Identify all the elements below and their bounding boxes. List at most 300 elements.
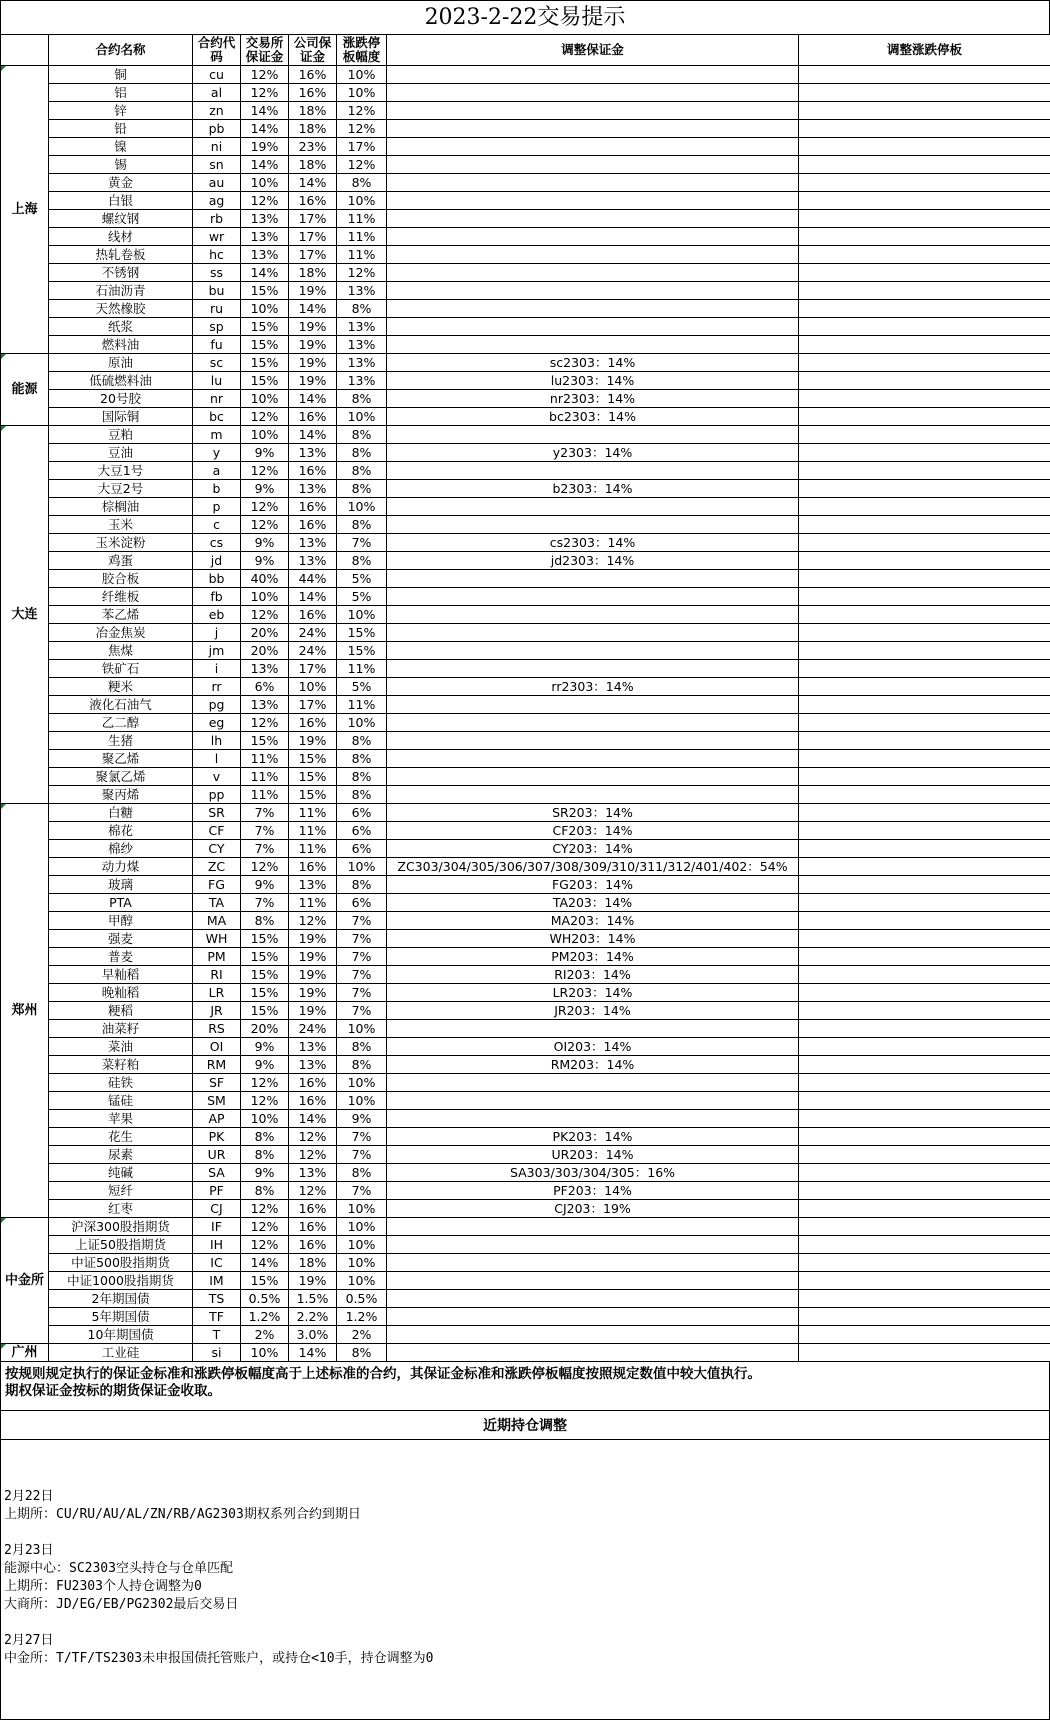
adjusted-margin-cell: OI203：14% [387,1038,799,1056]
adjusted-limit-cell [799,858,1050,876]
limit-cell: 2% [337,1326,387,1344]
company-margin-cell: 11% [289,822,337,840]
header-adjusted-margin: 调整保证金 [387,35,799,66]
adjusted-margin-cell: LR203：14% [387,984,799,1002]
adjusted-margin-cell [387,156,799,174]
adjusted-limit-cell [799,1164,1050,1182]
exchange-margin-cell: 9% [241,534,289,552]
adjusted-margin-cell [387,120,799,138]
contract-name-cell: 上证50股指期货 [49,1236,193,1254]
limit-cell: 10% [337,1020,387,1038]
table-row [1,1326,1050,1344]
limit-cell: 11% [337,228,387,246]
adjusted-limit-cell [799,1218,1050,1236]
company-margin-cell: 16% [289,516,337,534]
limit-cell: 11% [337,660,387,678]
contract-code-cell: lu [193,372,241,390]
contract-name-cell: 中证500股指期货 [49,1254,193,1272]
company-margin-cell: 13% [289,480,337,498]
header-adjusted-limit: 调整涨跌停板 [799,35,1050,66]
company-margin-cell: 19% [289,930,337,948]
table-row [1,732,1050,750]
table-row [1,1038,1050,1056]
limit-cell: 8% [337,1056,387,1074]
company-margin-cell: 14% [289,174,337,192]
contract-name-cell: 液化石油气 [49,696,193,714]
company-margin-cell: 19% [289,732,337,750]
adjusted-limit-cell [799,606,1050,624]
adjusted-margin-cell [387,624,799,642]
table-row [1,750,1050,768]
header-limit: 涨跌停板幅度 [337,35,387,66]
company-margin-cell: 18% [289,156,337,174]
limit-cell: 8% [337,732,387,750]
adjusted-limit-cell [799,210,1050,228]
contract-name-cell: 焦煤 [49,642,193,660]
adjusted-margin-cell [387,228,799,246]
company-margin-cell: 16% [289,192,337,210]
exchange-margin-cell: 12% [241,516,289,534]
adjusted-limit-cell [799,408,1050,426]
adjusted-margin-cell [387,174,799,192]
table-row [1,408,1050,426]
limit-cell: 11% [337,246,387,264]
contract-code-cell: bu [193,282,241,300]
adjusted-margin-cell: cs2303：14% [387,534,799,552]
table-row [1,696,1050,714]
contract-code-cell: p [193,498,241,516]
limit-cell: 12% [337,120,387,138]
company-margin-cell: 16% [289,84,337,102]
exchange-margin-cell: 13% [241,660,289,678]
limit-cell: 13% [337,282,387,300]
company-margin-cell: 13% [289,552,337,570]
contract-name-cell: 纤维板 [49,588,193,606]
company-margin-cell: 16% [289,1236,337,1254]
exchange-margin-cell: 9% [241,480,289,498]
limit-cell: 8% [337,426,387,444]
adjusted-limit-cell [799,1038,1050,1056]
margin-table [0,34,1050,1362]
adjusted-margin-cell [387,84,799,102]
table-row [1,462,1050,480]
exchange-margin-cell: 15% [241,1272,289,1290]
table-row [1,660,1050,678]
table-row [1,156,1050,174]
company-margin-cell: 19% [289,336,337,354]
table-row [1,138,1050,156]
exchange-margin-cell: 15% [241,354,289,372]
adjusted-margin-cell [387,300,799,318]
adjusted-margin-cell [387,318,799,336]
adjusted-margin-cell: PM203：14% [387,948,799,966]
table-row [1,498,1050,516]
exchange-margin-cell: 11% [241,768,289,786]
limit-cell: 7% [337,984,387,1002]
contract-code-cell: CF [193,822,241,840]
contract-code-cell: a [193,462,241,480]
adjusted-margin-cell: jd2303：14% [387,552,799,570]
position-date-group [4,1632,1045,1668]
exchange-margin-cell: 14% [241,120,289,138]
exchange-margin-cell: 8% [241,912,289,930]
adjusted-margin-cell [387,588,799,606]
exchange-margin-cell: 15% [241,732,289,750]
adjusted-limit-cell [799,786,1050,804]
company-margin-cell: 17% [289,660,337,678]
adjusted-margin-cell [387,66,799,84]
position-date: 2月22日 [4,1488,1045,1506]
adjusted-limit-cell [799,552,1050,570]
limit-cell: 8% [337,516,387,534]
adjusted-margin-cell [387,606,799,624]
adjusted-limit-cell [799,426,1050,444]
adjusted-limit-cell [799,1020,1050,1038]
exchange-margin-cell: 7% [241,822,289,840]
table-row [1,336,1050,354]
table-row [1,642,1050,660]
table-row [1,480,1050,498]
adjusted-margin-cell [387,102,799,120]
adjusted-margin-cell: WH203：14% [387,930,799,948]
contract-name-cell: 油菜籽 [49,1020,193,1038]
exchange-margin-cell: 7% [241,804,289,822]
table-row [1,804,1050,822]
contract-name-cell: 乙二醇 [49,714,193,732]
company-margin-cell: 16% [289,1092,337,1110]
adjusted-limit-cell [799,462,1050,480]
position-date: 2月23日 [4,1542,1045,1560]
contract-name-cell: 锌 [49,102,193,120]
company-margin-cell: 12% [289,1182,337,1200]
adjusted-limit-cell [799,354,1050,372]
limit-cell: 10% [337,606,387,624]
company-margin-cell: 13% [289,534,337,552]
table-row [1,1272,1050,1290]
contract-name-cell: 强麦 [49,930,193,948]
note-line: 期权保证金按标的期货保证金收取。 [5,1383,1045,1400]
adjusted-limit-cell [799,768,1050,786]
adjusted-margin-cell [387,1290,799,1308]
contract-name-cell: 国际铜 [49,408,193,426]
position-adjustments-body [0,1440,1050,1720]
limit-cell: 8% [337,1344,387,1362]
adjusted-margin-cell: ZC303/304/305/306/307/308/309/310/311/312/401/402：54% [387,858,799,876]
exchange-margin-cell: 12% [241,714,289,732]
contract-code-cell: T [193,1326,241,1344]
contract-code-cell: c [193,516,241,534]
limit-cell: 8% [337,750,387,768]
contract-name-cell: 棉纱 [49,840,193,858]
contract-name-cell: 棕榈油 [49,498,193,516]
table-row [1,192,1050,210]
adjusted-limit-cell [799,804,1050,822]
contract-name-cell: 菜籽粕 [49,1056,193,1074]
adjusted-limit-cell [799,156,1050,174]
contract-name-cell: 不锈钢 [49,264,193,282]
adjusted-limit-cell [799,1308,1050,1326]
table-header-row [1,35,1050,66]
limit-cell: 10% [337,714,387,732]
company-margin-cell: 19% [289,318,337,336]
exchange-margin-cell: 9% [241,1038,289,1056]
exchange-margin-cell: 13% [241,210,289,228]
contract-code-cell: eg [193,714,241,732]
contract-code-cell: j [193,624,241,642]
adjusted-margin-cell [387,1326,799,1344]
company-margin-cell: 16% [289,1074,337,1092]
contract-code-cell: MA [193,912,241,930]
adjusted-limit-cell [799,750,1050,768]
limit-cell: 10% [337,66,387,84]
adjusted-margin-cell [387,1272,799,1290]
table-row [1,840,1050,858]
company-margin-cell: 13% [289,1164,337,1182]
adjusted-margin-cell: CJ203：19% [387,1200,799,1218]
contract-name-cell: 10年期国债 [49,1326,193,1344]
limit-cell: 7% [337,912,387,930]
exchange-cell: 大连 [1,426,49,804]
table-row [1,588,1050,606]
company-margin-cell: 23% [289,138,337,156]
limit-cell: 11% [337,210,387,228]
limit-cell: 10% [337,408,387,426]
exchange-margin-cell: 12% [241,1218,289,1236]
table-row [1,1074,1050,1092]
company-margin-cell: 12% [289,1128,337,1146]
limit-cell: 1.2% [337,1308,387,1326]
adjusted-margin-cell [387,768,799,786]
adjusted-limit-cell [799,120,1050,138]
table-row [1,678,1050,696]
company-margin-cell: 24% [289,1020,337,1038]
company-margin-cell: 19% [289,966,337,984]
position-date-group [4,1542,1045,1614]
limit-cell: 8% [337,444,387,462]
table-row [1,354,1050,372]
company-margin-cell: 16% [289,66,337,84]
adjusted-limit-cell [799,246,1050,264]
exchange-margin-cell: 7% [241,894,289,912]
contract-name-cell: 硅铁 [49,1074,193,1092]
adjusted-margin-cell [387,1236,799,1254]
adjusted-margin-cell [387,138,799,156]
adjusted-limit-cell [799,822,1050,840]
contract-code-cell: sp [193,318,241,336]
company-margin-cell: 19% [289,1002,337,1020]
table-row [1,372,1050,390]
adjusted-limit-cell [799,894,1050,912]
contract-name-cell: 玉米淀粉 [49,534,193,552]
adjusted-margin-cell [387,660,799,678]
adjusted-margin-cell [387,264,799,282]
table-row [1,120,1050,138]
contract-code-cell: pp [193,786,241,804]
contract-name-cell: 动力煤 [49,858,193,876]
table-row [1,1200,1050,1218]
adjusted-limit-cell [799,1110,1050,1128]
exchange-margin-cell: 9% [241,1056,289,1074]
company-margin-cell: 12% [289,912,337,930]
adjusted-limit-cell [799,1254,1050,1272]
exchange-margin-cell: 10% [241,300,289,318]
company-margin-cell: 16% [289,498,337,516]
exchange-margin-cell: 15% [241,948,289,966]
contract-code-cell: PK [193,1128,241,1146]
contract-name-cell: 石油沥青 [49,282,193,300]
contract-name-cell: 线材 [49,228,193,246]
limit-cell: 10% [337,1236,387,1254]
exchange-cell: 广州 [1,1344,49,1362]
contract-code-cell: CJ [193,1200,241,1218]
contract-code-cell: au [193,174,241,192]
adjusted-limit-cell [799,1290,1050,1308]
exchange-cell: 上海 [1,66,49,354]
company-margin-cell: 24% [289,642,337,660]
exchange-margin-cell: 15% [241,930,289,948]
contract-code-cell: AP [193,1110,241,1128]
company-margin-cell: 11% [289,894,337,912]
adjusted-limit-cell [799,840,1050,858]
company-margin-cell: 18% [289,102,337,120]
adjusted-margin-cell: rr2303：14% [387,678,799,696]
adjusted-margin-cell [387,1308,799,1326]
exchange-margin-cell: 1.2% [241,1308,289,1326]
adjusted-margin-cell: sc2303：14% [387,354,799,372]
table-row [1,300,1050,318]
company-margin-cell: 2.2% [289,1308,337,1326]
contract-code-cell: SM [193,1092,241,1110]
limit-cell: 10% [337,1272,387,1290]
limit-cell: 17% [337,138,387,156]
contract-code-cell: lh [193,732,241,750]
contract-name-cell: 工业硅 [49,1344,193,1362]
limit-cell: 12% [337,156,387,174]
exchange-margin-cell: 14% [241,156,289,174]
limit-cell: 8% [337,390,387,408]
adjusted-margin-cell: PF203：14% [387,1182,799,1200]
limit-cell: 7% [337,534,387,552]
table-row [1,822,1050,840]
limit-cell: 15% [337,624,387,642]
adjusted-limit-cell [799,1182,1050,1200]
company-margin-cell: 19% [289,372,337,390]
exchange-margin-cell: 7% [241,840,289,858]
adjusted-limit-cell [799,102,1050,120]
limit-cell: 15% [337,642,387,660]
limit-cell: 13% [337,318,387,336]
adjusted-margin-cell [387,1254,799,1272]
contract-name-cell: 聚乙烯 [49,750,193,768]
adjusted-margin-cell: CY203：14% [387,840,799,858]
company-margin-cell: 16% [289,714,337,732]
contract-name-cell: 锡 [49,156,193,174]
adjusted-margin-cell: y2303：14% [387,444,799,462]
limit-cell: 12% [337,264,387,282]
company-margin-cell: 1.5% [289,1290,337,1308]
limit-cell: 13% [337,336,387,354]
limit-cell: 10% [337,84,387,102]
adjusted-limit-cell [799,498,1050,516]
contract-name-cell: 热轧卷板 [49,246,193,264]
limit-cell: 8% [337,768,387,786]
contract-code-cell: rb [193,210,241,228]
contract-name-cell: PTA [49,894,193,912]
company-margin-cell: 16% [289,1200,337,1218]
table-row [1,534,1050,552]
contract-code-cell: IC [193,1254,241,1272]
contract-name-cell: 生猪 [49,732,193,750]
contract-code-cell: OI [193,1038,241,1056]
adjusted-limit-cell [799,174,1050,192]
limit-cell: 6% [337,804,387,822]
company-margin-cell: 18% [289,120,337,138]
table-row [1,102,1050,120]
exchange-cell: 中金所 [1,1218,49,1344]
table-row [1,210,1050,228]
contract-name-cell: 苹果 [49,1110,193,1128]
adjusted-margin-cell [387,516,799,534]
exchange-cell: 能源 [1,354,49,426]
adjusted-margin-cell: SR203：14% [387,804,799,822]
table-row [1,1092,1050,1110]
company-margin-cell: 11% [289,804,337,822]
company-margin-cell: 14% [289,426,337,444]
table-row [1,1056,1050,1074]
contract-name-cell: 花生 [49,1128,193,1146]
contract-code-cell: m [193,426,241,444]
table-row [1,876,1050,894]
adjusted-limit-cell [799,390,1050,408]
table-row [1,858,1050,876]
adjusted-limit-cell [799,444,1050,462]
contract-name-cell: 铜 [49,66,193,84]
exchange-margin-cell: 12% [241,1236,289,1254]
adjusted-limit-cell [799,1092,1050,1110]
adjusted-limit-cell [799,876,1050,894]
contract-name-cell: 天然橡胶 [49,300,193,318]
exchange-margin-cell: 15% [241,1002,289,1020]
adjusted-margin-cell [387,210,799,228]
adjusted-limit-cell [799,516,1050,534]
contract-code-cell: IF [193,1218,241,1236]
exchange-margin-cell: 14% [241,1254,289,1272]
adjusted-margin-cell [387,1020,799,1038]
adjusted-limit-cell [799,624,1050,642]
limit-cell: 6% [337,894,387,912]
table-row [1,606,1050,624]
company-margin-cell: 10% [289,678,337,696]
contract-code-cell: cs [193,534,241,552]
company-margin-cell: 12% [289,1146,337,1164]
table-row [1,912,1050,930]
position-adjustments-title: 近期持仓调整 [0,1410,1050,1440]
limit-cell: 9% [337,1110,387,1128]
exchange-margin-cell: 12% [241,66,289,84]
table-row [1,624,1050,642]
contract-code-cell: ag [193,192,241,210]
adjusted-limit-cell [799,588,1050,606]
exchange-margin-cell: 12% [241,498,289,516]
limit-cell: 7% [337,1002,387,1020]
contract-code-cell: JR [193,1002,241,1020]
contract-code-cell: IH [193,1236,241,1254]
adjusted-margin-cell: TA203：14% [387,894,799,912]
exchange-margin-cell: 12% [241,858,289,876]
contract-name-cell: 聚丙烯 [49,786,193,804]
table-row [1,282,1050,300]
adjusted-limit-cell [799,642,1050,660]
